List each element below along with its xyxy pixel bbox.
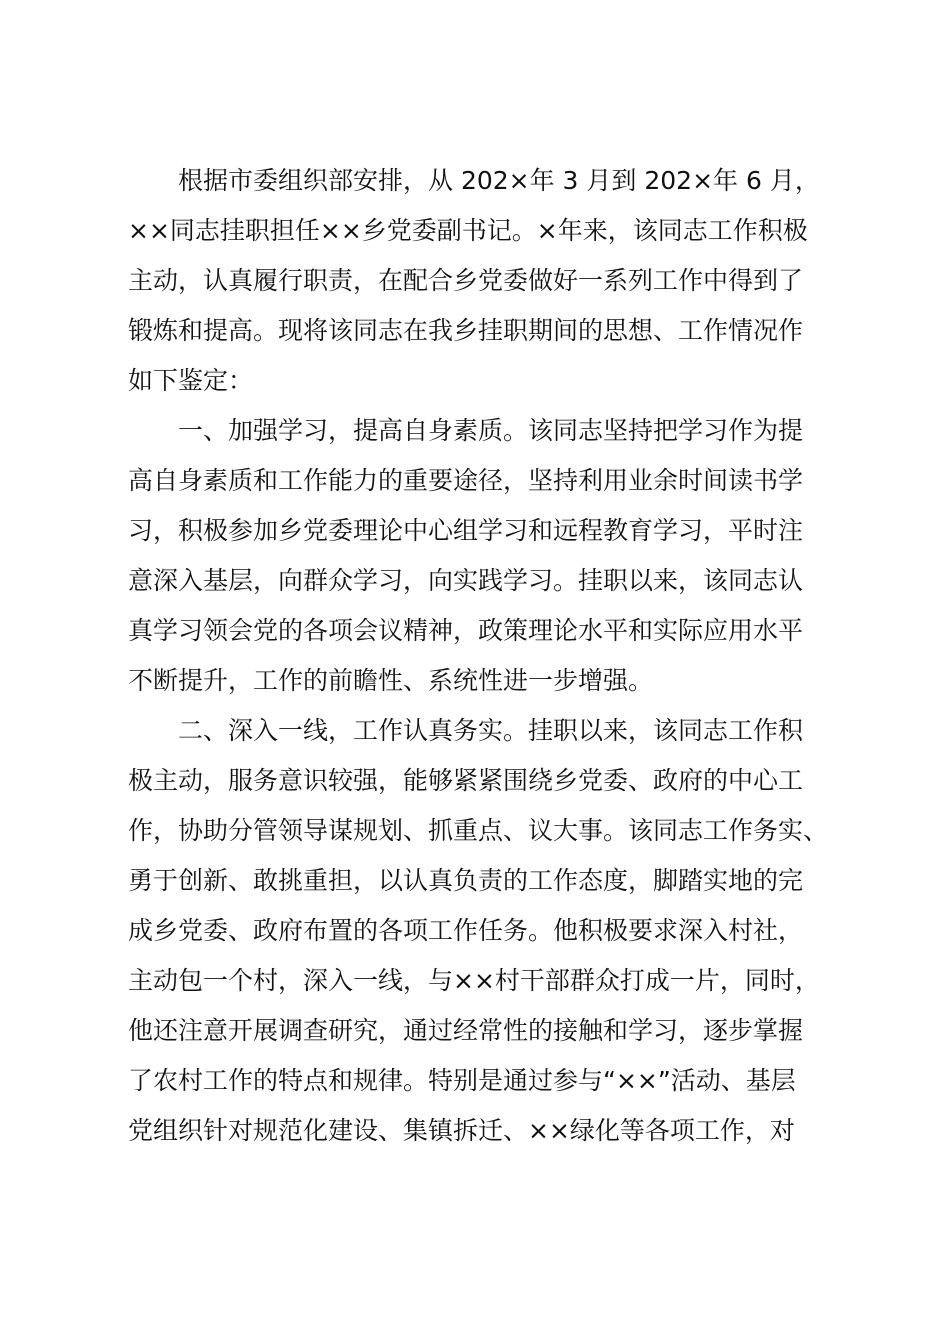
paragraph-line: 党组织针对规范化建设、集镇拆迁、××绿化等各项工作，对 (128, 1116, 795, 1145)
paragraph-line: 主动，认真履行职责，在配合乡党委做好一系列工作中得到了 (128, 266, 804, 295)
paragraph-line: 勇于创新、敢挑重担，以认真负责的工作态度，脚踏实地的完 (128, 866, 804, 895)
paragraph-line: 二、深入一线，工作认真务实。挂职以来，该同志工作积 (178, 716, 804, 745)
paragraph-line: 了农村工作的特点和规律。特别是通过参与“××”活动、基层 (128, 1066, 796, 1095)
paragraph-section-1 (128, 406, 832, 706)
paragraph-line: 成乡党委、政府布置的各项工作任务。他积极要求深入村社， (128, 916, 804, 945)
paragraph-line: 他还注意开展调查研究，通过经常性的接触和学习，逐步掌握 (128, 1016, 804, 1045)
paragraph-line: 作，协助分管领导谋规划、抓重点、议大事。该同志工作务实、 (128, 816, 829, 845)
paragraph-line: 主动包一个村，深入一线，与××村干部群众打成一片，同时， (128, 966, 820, 995)
paragraph-line: 习，积极参加乡党委理论中心组学习和远程教育学习，平时注 (128, 516, 804, 545)
paragraph-line: 意深入基层，向群众学习，向实践学习。挂职以来，该同志认 (128, 566, 804, 595)
paragraph-line: 如下鉴定： (128, 366, 254, 395)
paragraph-line: 根据市委组织部安排，从 202×年 3 月到 202×年 6 月， (178, 166, 820, 195)
paragraph-line: 不断提升，工作的前瞻性、系统性进一步增强。 (128, 666, 654, 695)
paragraph-line: 极主动，服务意识较强，能够紧紧围绕乡党委、政府的中心工 (128, 766, 804, 795)
paragraph-line: ××同志挂职担任××乡党委副书记。×年来，该同志工作积极 (128, 216, 808, 245)
paragraph-line: 高自身素质和工作能力的重要途径，坚持利用业余时间读书学 (128, 466, 804, 495)
paragraph-line: 真学习领会党的各项会议精神，政策理论水平和实际应用水平 (128, 616, 804, 645)
paragraph-section-2 (128, 706, 832, 1156)
paragraph-intro (128, 156, 832, 406)
paragraph-line: 锻炼和提高。现将该同志在我乡挂职期间的思想、工作情况作 (128, 316, 804, 345)
paragraph-line: 一、加强学习，提高自身素质。该同志坚持把学习作为提 (178, 416, 804, 445)
document-body (128, 156, 832, 1156)
